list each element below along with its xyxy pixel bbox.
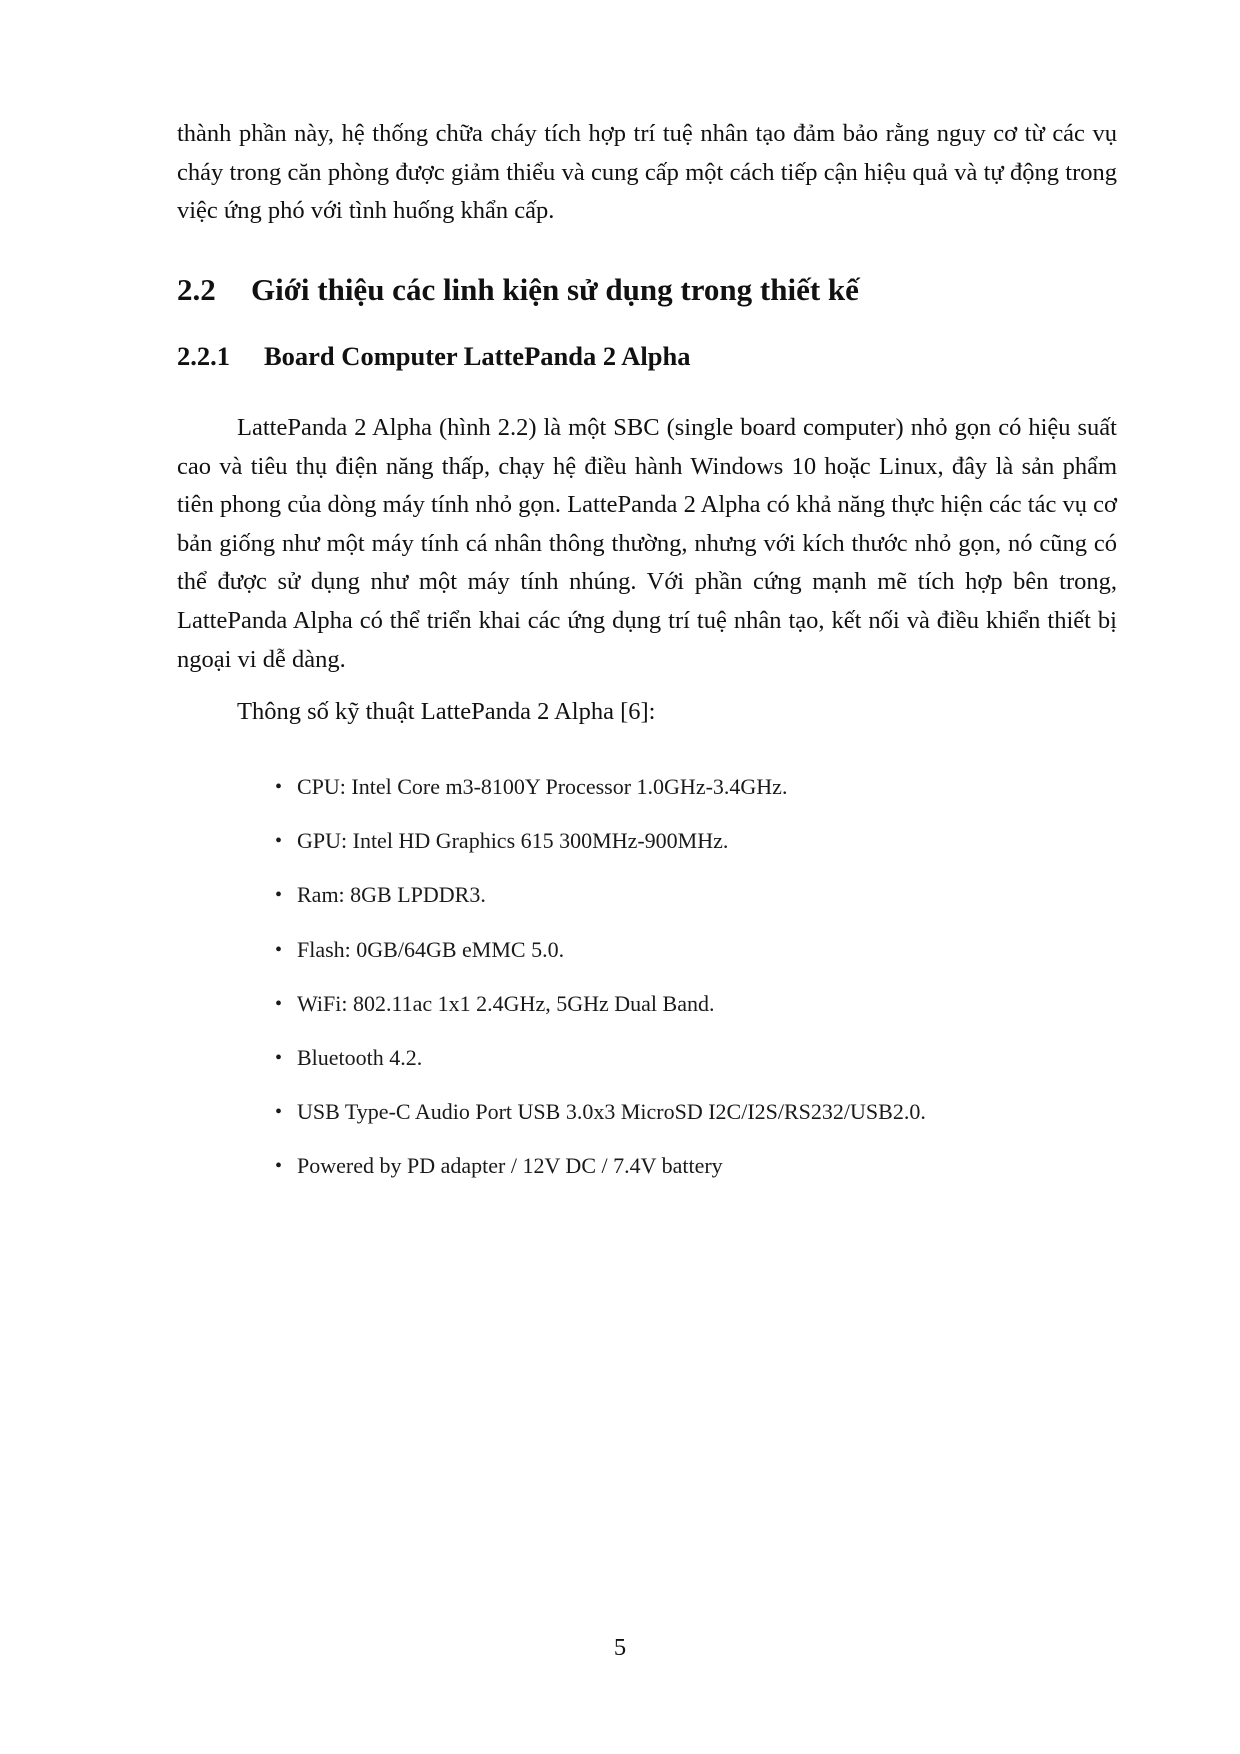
spec-text: GPU: Intel HD Graphics 615 300MHz-900MHz.	[297, 828, 729, 854]
spec-item	[273, 1151, 926, 1205]
subsection-heading	[177, 338, 691, 374]
intro-paragraph: thành phần này, hệ thống chữa cháy tích hợp trí tuệ nhân tạo đảm bảo rằng nguy cơ từ các vụ cháy trong căn phòng được giảm thiểu và cung cấp một cách tiếp cận hiệu quả và tự động trong việc ứng phó với tình huống khẩn cấp.	[177, 120, 1117, 225]
spec-item	[273, 935, 926, 989]
spec-item	[273, 880, 926, 934]
subsection-number: 2.2.1	[177, 341, 230, 371]
specs-list	[273, 772, 926, 1206]
section-heading	[177, 270, 859, 310]
spec-text: Flash: 0GB/64GB eMMC 5.0.	[297, 936, 565, 962]
bullet-icon: •	[275, 1155, 283, 1178]
spec-text: Ram: 8GB LPDDR3.	[297, 882, 486, 908]
bullet-icon: •	[275, 938, 283, 961]
subsection-title: Board Computer LattePanda 2 Alpha	[264, 341, 691, 371]
bullet-icon: •	[275, 884, 283, 907]
section-number: 2.2	[177, 272, 216, 307]
spec-item	[273, 989, 926, 1043]
specs-intro: Thông số kỹ thuật LattePanda 2 Alpha [6]:	[237, 698, 656, 725]
spec-text: Powered by PD adapter / 12V DC / 7.4V battery	[297, 1153, 723, 1179]
spec-text: USB Type-C Audio Port USB 3.0x3 MicroSD I2C/I2S/RS232/USB2.0.	[297, 1099, 926, 1125]
description-paragraph: LattePanda 2 Alpha (hình 2.2) là một SBC (single board computer) nhỏ gọn có hiệu suất cao và tiêu thụ điện năng thấp, chạy hệ điều hành Windows 10 hoặc Linux, đây là sản phẩm tiên phong của dòng máy tính nhỏ gọn. LattePanda 2 Alpha có khả năng thực hiện các tác vụ cơ bản giống như một máy tính cá nhân thông thường, nhưng với kích thước nhỏ gọn, nó cũng có thể được sử dụng như một máy tính nhúng. Với phần cứng mạnh mẽ tích hợp bên trong, LattePanda Alpha có thể triển khai các ứng dụng trí tuệ nhân tạo, kết nối và điều khiển thiết bị ngoại vi dễ dàng.	[177, 414, 1117, 673]
bullet-icon: •	[275, 992, 283, 1015]
page-number: 5	[613, 1634, 627, 1661]
bullet-icon: •	[275, 1101, 283, 1124]
bullet-icon: •	[275, 830, 283, 853]
bullet-icon: •	[275, 1046, 283, 1069]
spec-item	[273, 1043, 926, 1097]
spec-text: Bluetooth 4.2.	[297, 1044, 423, 1070]
spec-item	[273, 1097, 926, 1151]
spec-item	[273, 772, 926, 826]
spec-item	[273, 826, 926, 880]
bullet-icon: •	[275, 776, 283, 798]
spec-text: CPU: Intel Core m3-8100Y Processor 1.0GHz-3.4GHz.	[297, 774, 788, 799]
section-title: Giới thiệu các linh kiện sử dụng trong thiết kế	[251, 272, 859, 307]
spec-text: WiFi: 802.11ac 1x1 2.4GHz, 5GHz Dual Band.	[297, 990, 715, 1016]
